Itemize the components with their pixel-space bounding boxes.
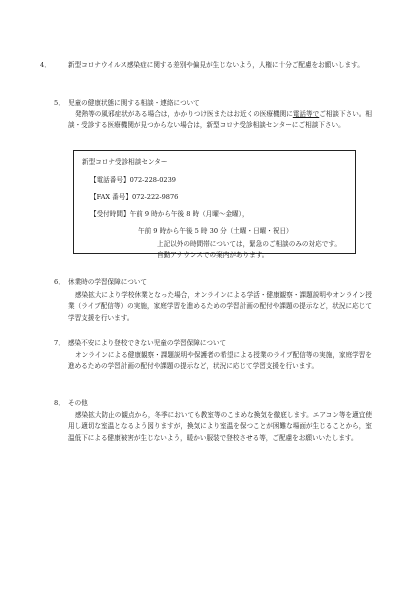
section-8-title: その他 [68, 399, 88, 407]
section-5-paragraph [54, 109, 372, 131]
section-7-heading [54, 338, 372, 348]
section-7 [54, 338, 372, 373]
box-note-2: 自動アナウンスでの案内があります。 [157, 251, 269, 259]
section-5 [54, 98, 372, 132]
section-8-heading [54, 398, 372, 408]
section-8-number: 8． [54, 399, 65, 407]
section-5-text-before: 発熱等の風邪症状がある場合は，かかりつけ医またはお近くの医療機関に [75, 110, 293, 119]
box-hours-weekday: 午前 9 時から午後 8 時（月曜～金曜）， [129, 210, 249, 218]
section-5-text-after: ご相談下さい。相談・受診する医療機関が見つからない場合は，新型コロナ受診相談センターにご相談下さい。 [68, 110, 373, 130]
box-phone-row [90, 175, 176, 185]
section-6 [54, 277, 372, 324]
box-fax-row [90, 192, 178, 202]
box-hours-weekend: 午前 9 時から午後 5 時 30 分（土曜・日曜・祝日） [138, 227, 293, 235]
section-4-text: 新型コロナウイルス感染症に関する差別や偏見が生じないよう，人権に十分ご配慮をお願いします。 [68, 61, 364, 69]
section-5-number: 5． [54, 99, 65, 107]
box-title: 新型コロナ受診相談センター [82, 158, 168, 166]
section-5-heading [54, 98, 372, 108]
box-hours-row [90, 209, 249, 219]
section-7-paragraph: オンラインによる健康観察・課題説明や保護者の希望による授業のライブ配信等の実施，家庭学習を進めるための学習計画の配付や課題の提示など，状況に応じて学習支援を行います。 [68, 351, 372, 371]
section-7-title: 感染不安により登校できない児童の学習保障について [68, 339, 227, 347]
box-phone-number: 072-228-0239 [129, 176, 176, 184]
box-fax-number: 072-222-9876 [131, 193, 179, 201]
section-4 [40, 60, 372, 71]
section-4-number: 4． [40, 61, 51, 69]
section-6-paragraph: 感染拡大により学校休業となった場合，オンラインによる学活・健康観察・課題説明やオンライン授業（ライブ配信等）の実施，家庭学習を進めるための学習計画の配付や課題の提示など，状況に応じて学習支援を行います。 [68, 291, 372, 322]
box-note-1: 上記以外の時間帯については，緊急のご相談のみの対応です。 [157, 240, 341, 248]
consultation-center-box [73, 150, 356, 259]
section-4-paragraph [40, 60, 372, 71]
box-fax-label: 【FAX 番号】 [90, 193, 132, 201]
box-phone-label: 【電話番号】 [90, 176, 130, 184]
section-6-title: 休業時の学習保障について [68, 278, 147, 286]
section-5-title: 児童の健康状態に関する相談・連絡について [68, 99, 200, 107]
box-hours-label: 【受付時間】 [90, 210, 130, 218]
section-8 [54, 398, 372, 444]
section-6-heading [54, 277, 372, 287]
section-6-number: 6． [54, 278, 65, 286]
section-5-text-underlined: 電話等で [292, 110, 320, 119]
section-8-paragraph: 感染拡大防止の観点から，冬季においても教室等のこまめな換気を徹底します。エアコン等を適宜使用し適切な室温となるよう図りますが，換気により室温を保つことが困難な場面が生じることから，室温低下による健康被害が生じないよう，暖かい服装で登校させる等，ご配慮をお願いいたします。 [68, 411, 372, 442]
section-7-number: 7． [54, 339, 65, 347]
